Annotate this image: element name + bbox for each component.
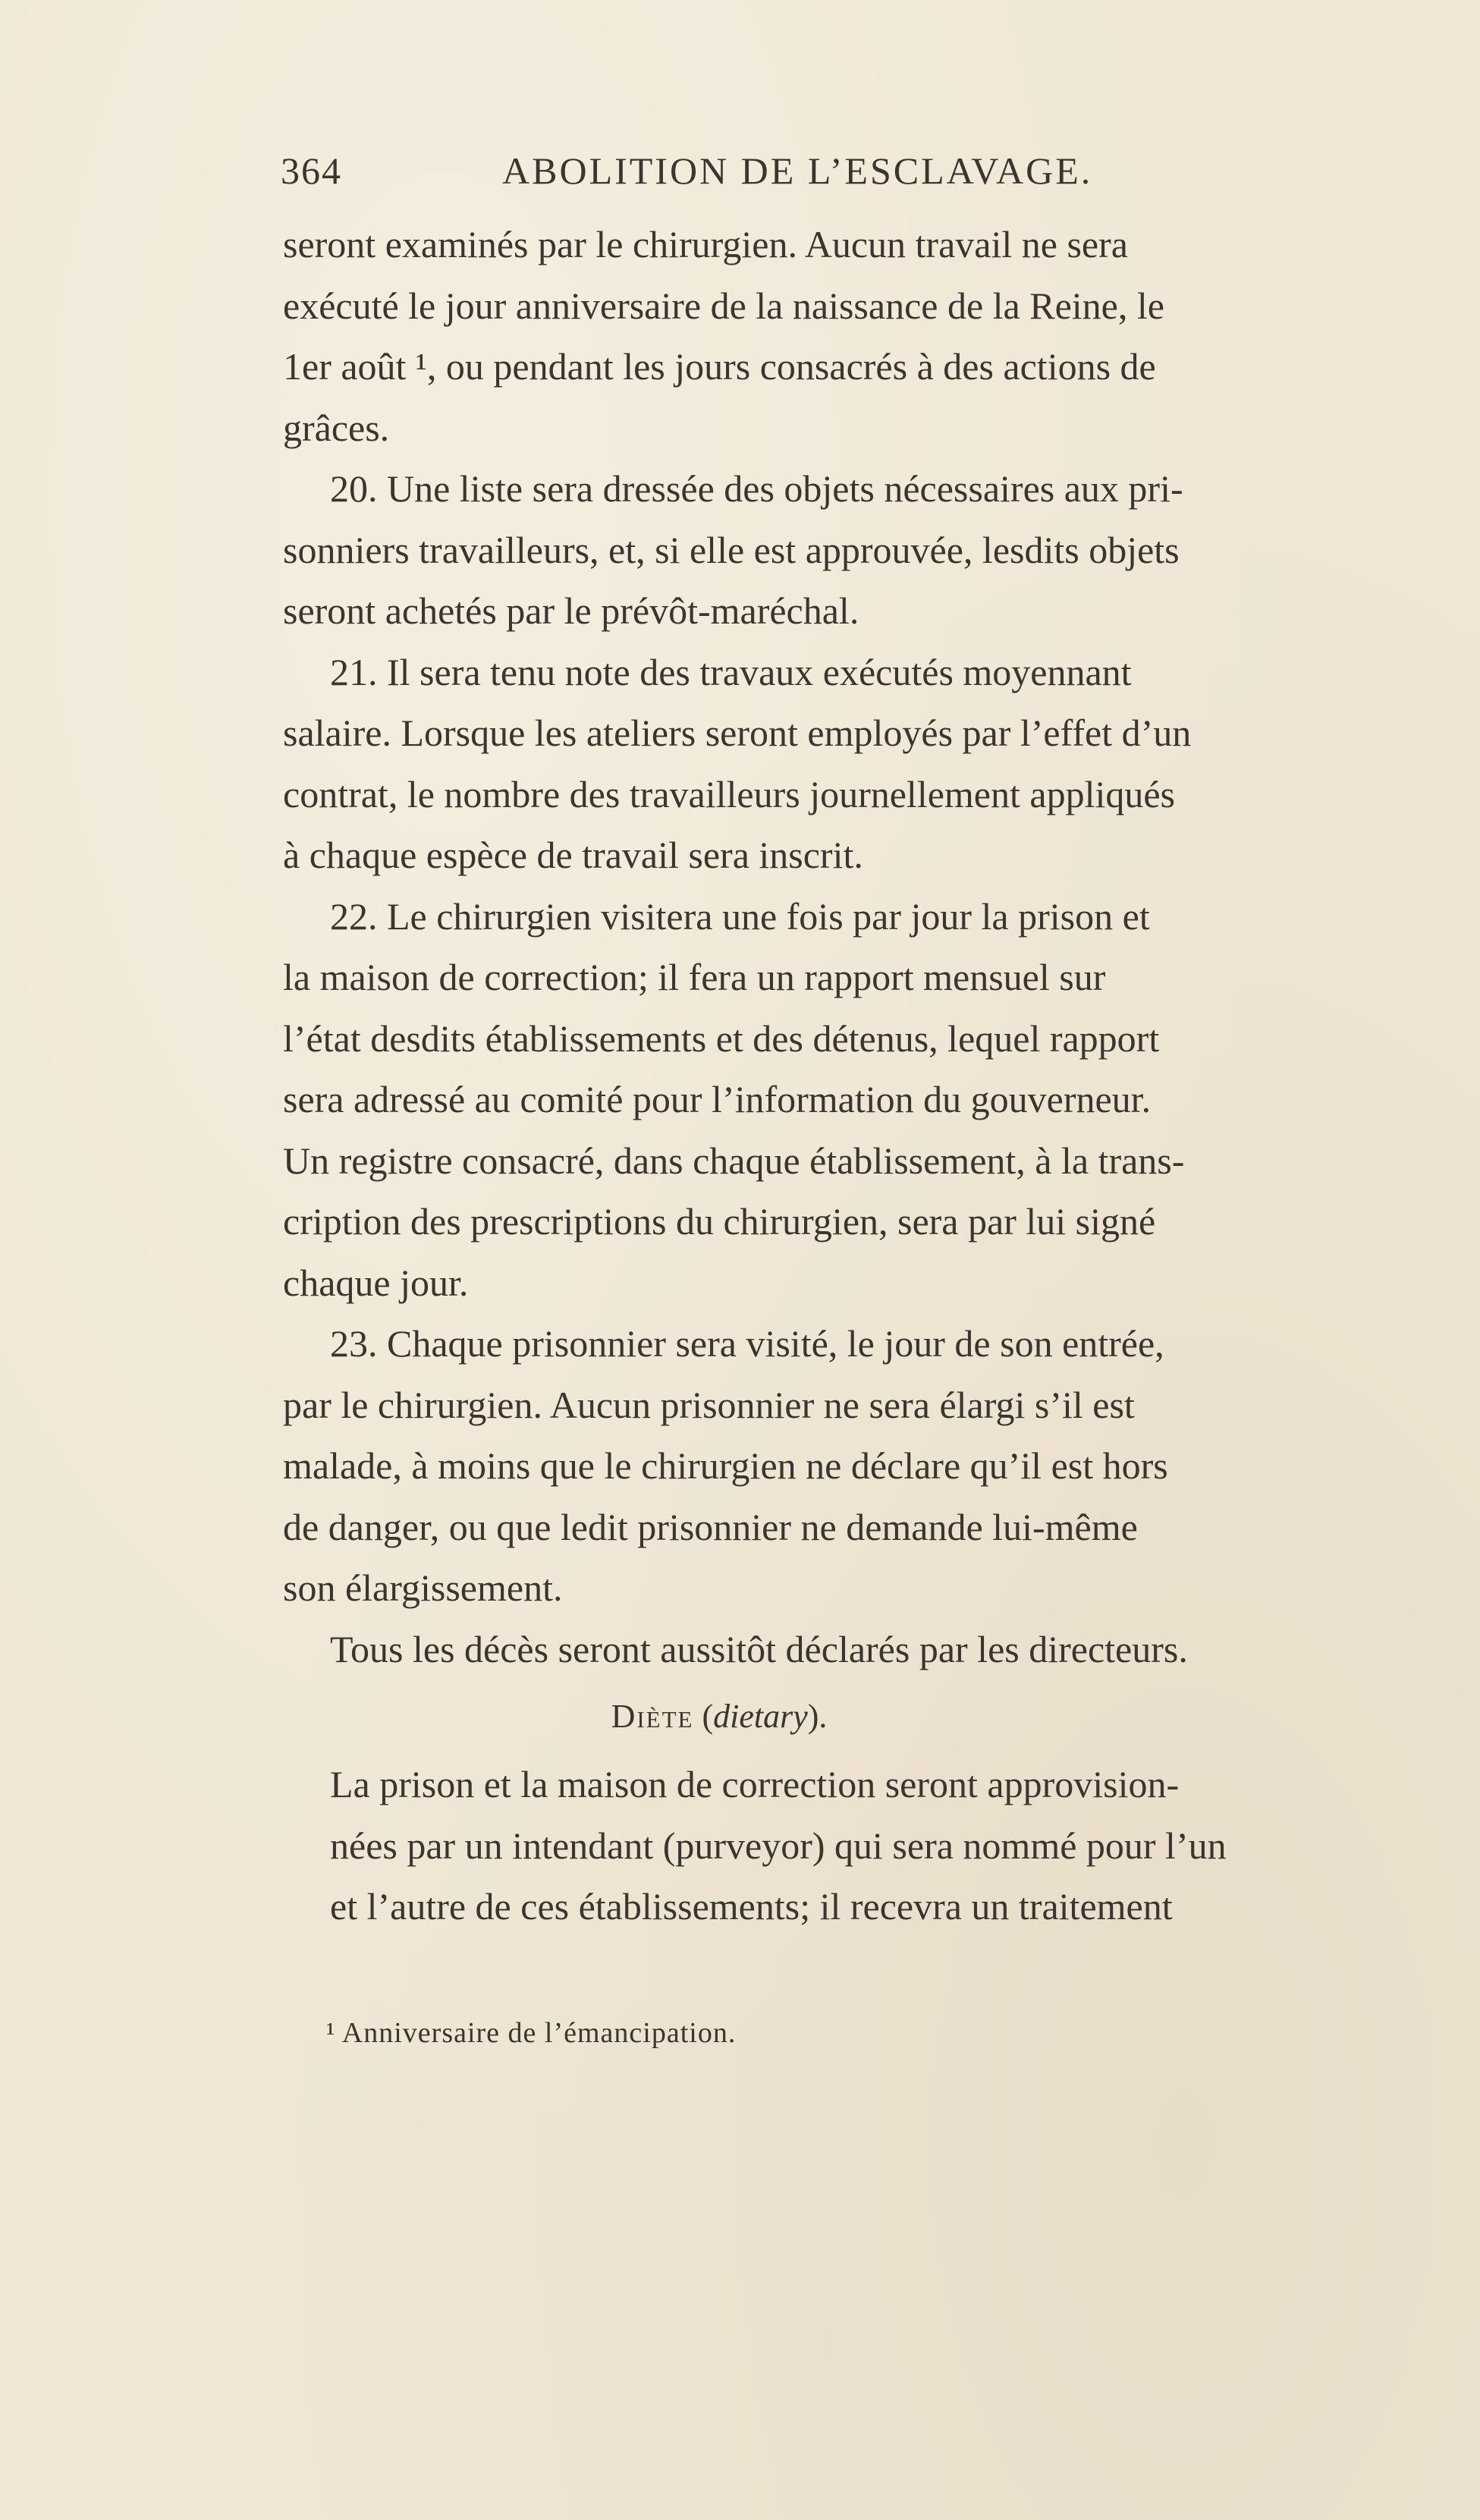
text-line: sonniers travailleurs, et, si elle est approuvée, lesdits objets [283,528,1180,571]
text-line: exécuté le jour anniversaire de la naissance de la Reine, le [283,284,1164,327]
text-line: contrat, le nombre des travailleurs journellement appliqués [283,772,1176,815]
text-line: 1er août ¹, ou pendant les jours consacrés à des actions de [283,345,1156,388]
body-text [283,214,1406,1937]
text-line: salaire. Lorsque les ateliers seront employés par l’effet d’un [283,712,1192,754]
text-line: malade, à moins que le chirurgien ne déclare qu’il est hors [283,1444,1168,1487]
text-line: 23. Chaque prisonnier sera visité, le jour de son entrée, [330,1322,1164,1365]
text-line: la maison de correction; il fera un rapport mensuel sur [283,956,1106,998]
text-line: de danger, ou que ledit prisonnier ne demande lui-même [283,1505,1138,1548]
section-heading-paren-open: ( [693,1698,714,1735]
paragraphs-before-section [283,214,1406,1679]
running-title: ABOLITION DE L’ESCLAVAGE. [502,149,1093,192]
text-line: à chaque espèce de travail sera inscrit. [283,834,863,876]
text-line: 20. Une liste sera dressée des objets nécessaires aux pri- [330,467,1183,510]
section-heading [283,1679,1155,1754]
text-line: l’état desdits établissements et des détenus, lequel rapport [283,1016,1160,1060]
text-line: 22. Le chirurgien visitera une fois par jour la prison et [330,894,1150,938]
text-line: cription des prescriptions du chirurgien, sera par lui signé [283,1200,1156,1243]
text-line: Un registre consacré, dans chaque établissement, à la trans- [283,1139,1185,1182]
text-line: seront achetés par le prévôt-maréchal. [283,589,859,632]
text-line: son élargissement. [283,1566,563,1609]
text-line: par le chirurgien. Aucun prisonnier ne sera élargi s’il est [283,1383,1135,1426]
section-heading-main: Diète [611,1698,694,1735]
text-line: nées par un intendant (purveyor) qui sera nommé pour l’un [330,1824,1227,1867]
page-header [281,149,1206,202]
text-line: La prison et la maison de correction seront approvision- [330,1763,1180,1805]
text-line: grâces. [283,406,390,449]
paragraphs-after-section [283,1754,1406,1937]
footnote: ¹ Anniversaire de l’émancipation. [326,2017,737,2049]
section-heading-paren-close: ). [807,1698,828,1735]
text-line: chaque jour. [283,1261,469,1304]
text-line: sera adressé au comité pour l’information du gouverneur. [283,1078,1152,1120]
text-line: seront examinés par le chirurgien. Aucun travail ne sera [283,223,1128,266]
page-number: 364 [281,149,342,192]
section-heading-english: dietary [713,1698,808,1735]
text-line: et l’autre de ces établissements; il recevra un traitement [330,1885,1173,1928]
text-line: 21. Il sera tenu note des travaux exécutés moyennant [330,650,1132,693]
text-line: Tous les décès seront aussitôt déclarés par les directeurs. [330,1627,1188,1670]
